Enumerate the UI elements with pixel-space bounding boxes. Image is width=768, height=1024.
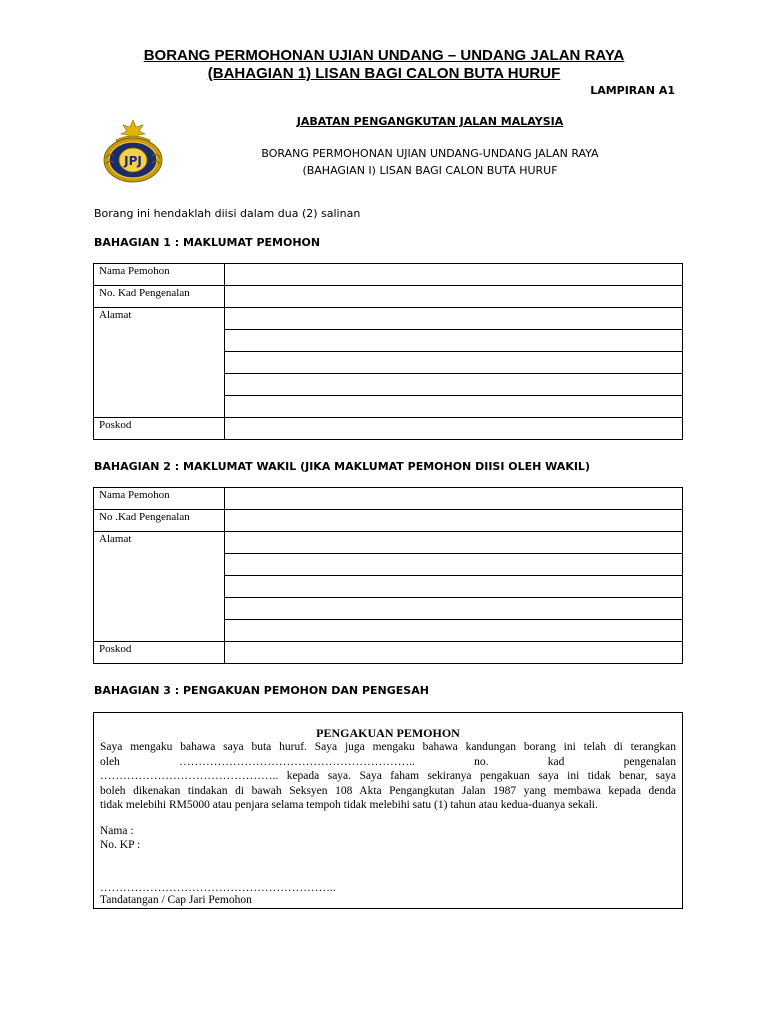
s2-name-label: Nama Pemohon [94,488,225,510]
declaration-line-4: boleh dikenakan tindakan di bawah Seksyen 108 Akta Pengangkutan Jalan 1987 yang membawa kepada denda [100,784,676,797]
s2-postcode-label: Poskod [94,642,225,664]
kp-label: No. KP : [100,839,141,851]
section3-heading: BAHAGIAN 3 : PENGAKUAN PEMOHON DAN PENGESAH [94,684,429,697]
form-title-line2: (BAHAGIAN 1) LISAN BAGI CALON BUTA HURUF [207,65,561,82]
name-label: Nama : [100,825,134,837]
s1-address-line-1[interactable] [225,308,683,330]
s1-address-line-5[interactable] [225,396,683,418]
declaration-body [100,740,676,813]
s1-postcode-field[interactable] [225,418,683,440]
agency-name: JABATAN PENGANGKUTAN JALAN MALAYSIA [296,115,564,128]
section1-heading: BAHAGIAN 1 : MAKLUMAT PEMOHON [94,236,321,249]
declaration-box [93,712,683,909]
form-subtitle-line1: BORANG PERMOHONAN UJIAN UNDANG-UNDANG JALAN RAYA [261,147,599,160]
declaration-line-2: oleh …………………………………………………….. no. kad pengenalan [100,755,676,768]
form-subtitle-line2: (BAHAGIAN I) LISAN BAGI CALON BUTA HURUF [302,164,558,177]
s1-ic-label: No. Kad Pengenalan [94,286,225,308]
s1-ic-field[interactable] [225,286,683,308]
declaration-line-3: ……………………………………….. kepada saya. Saya faham sekiranya pengakuan saya ini tidak benar, saya [100,770,676,782]
signature-label: Tandatangan / Cap Jari Pemohon [100,894,252,906]
s1-name-label: Nama Pemohon [94,264,225,286]
s2-address-line-2[interactable] [225,554,683,576]
s2-address-line-5[interactable] [225,620,683,642]
s2-address-label: Alamat [94,532,225,642]
s1-address-label: Alamat [94,308,225,418]
jpj-logo [100,118,166,186]
section2-heading: BAHAGIAN 2 : MAKLUMAT WAKIL (JIKA MAKLUMAT PEMOHON DIISI OLEH WAKIL) [94,460,590,473]
logo-text: JPJ [124,154,142,168]
declaration-title: PENGAKUAN PEMOHON [316,726,460,740]
form-title-line1: BORANG PERMOHONAN UJIAN UNDANG – UNDANG JALAN RAYA [143,47,625,64]
s2-postcode-field[interactable] [225,642,683,664]
s2-ic-field[interactable] [225,510,683,532]
s2-ic-label: No .Kad Pengenalan [94,510,225,532]
signature-line[interactable]: …………………………………………………….. [100,882,336,894]
s1-address-line-2[interactable] [225,330,683,352]
s2-address-line-3[interactable] [225,576,683,598]
s1-name-field[interactable] [225,264,683,286]
declaration-line-1: Saya mengaku bahawa saya buta huruf. Saya juga mengaku bahawa kandungan borang ini telah di terangkan [100,741,676,753]
section1-table [93,263,683,440]
s1-address-line-4[interactable] [225,374,683,396]
s1-postcode-label: Poskod [94,418,225,440]
s2-address-line-4[interactable] [225,598,683,620]
s2-address-line-1[interactable] [225,532,683,554]
s2-name-field[interactable] [225,488,683,510]
s1-address-line-3[interactable] [225,352,683,374]
section2-table [93,487,683,664]
declaration-line-5: tidak melebihi RM5000 atau penjara selama tempoh tidak melebihi satu (1) tahun atau kedua-duanya sekali. [100,799,598,811]
lampiran-label: LAMPIRAN A1 [590,84,675,97]
instruction-text: Borang ini hendaklah diisi dalam dua (2) salinan [94,207,361,220]
